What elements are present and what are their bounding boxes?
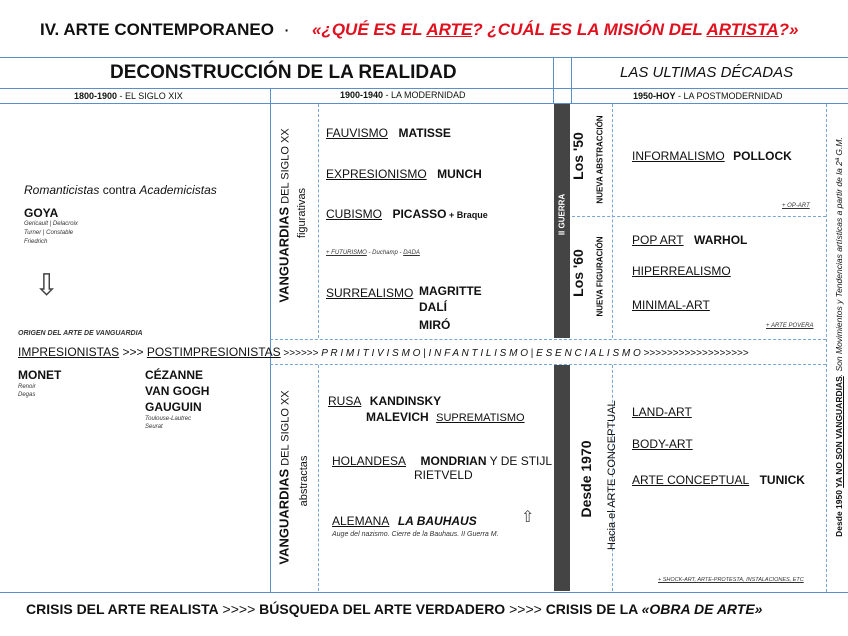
mid-row-bottom xyxy=(270,364,826,365)
bar-1: | xyxy=(420,348,429,359)
monet: MONET xyxy=(18,368,62,382)
q-open: «¿QUÉ ES EL xyxy=(312,20,427,39)
goya-note-3: Friedrich xyxy=(24,239,48,245)
vanguardias-fig-del: DEL SIGLO XX xyxy=(279,128,292,207)
vanguardias-abs-del: DEL SIGLO XX xyxy=(279,390,292,469)
munch: MUNCH xyxy=(437,167,482,181)
malevich: MALEVICH xyxy=(366,410,429,424)
matisse: MATISSE xyxy=(398,126,451,140)
dada: DADA xyxy=(403,250,420,256)
vanguardias-abs-kind: abstractas xyxy=(298,455,310,507)
fauvismo: FAUVISMO xyxy=(326,126,389,140)
bauhaus-note: Auge del nazismo. Cierre de la Bauhaus. II Guerra M. xyxy=(332,531,499,538)
footer-a: CRISIS DEL ARTE REALISTA xyxy=(26,601,219,617)
artepovera: + ARTE POVERA xyxy=(766,323,814,329)
monet-note-1: Renoir xyxy=(18,384,36,390)
contra: contra xyxy=(99,183,140,197)
destijl: Y DE STIJL xyxy=(486,454,553,468)
footer xyxy=(26,601,762,617)
esencialismo: E S E N C I A L I S M O xyxy=(536,348,641,359)
goya-note-2: Turner | Constable xyxy=(24,230,74,236)
vanguardias-fig-label xyxy=(277,118,292,314)
cubismo-row xyxy=(326,205,488,223)
miro: MIRÓ xyxy=(419,318,451,332)
hacia-label: Hacia el ARTE CONCEPTUAL xyxy=(606,400,618,550)
rusa: RUSA xyxy=(328,394,362,408)
guerra-label: II GUERRA xyxy=(557,193,567,236)
landart: LAND-ART xyxy=(632,405,692,419)
romanticistas-line xyxy=(24,183,217,197)
futurismo-row xyxy=(326,250,420,256)
period-1-years: 1800-1900 xyxy=(74,91,118,101)
q-mid: ? ¿CUÁL ES LA MISIÓN DEL xyxy=(472,20,707,39)
period-1-label: - EL SIGLO XIX xyxy=(117,91,183,101)
side-note xyxy=(834,107,844,567)
mondrian: MONDRIAN xyxy=(420,454,487,468)
bodyart: BODY-ART xyxy=(632,437,693,451)
sep-2: >>>>>> xyxy=(280,348,322,359)
magritte: MAGRITTE xyxy=(419,284,482,298)
gauguin-note-2: Seurat xyxy=(145,424,163,430)
vangogh: VAN GOGH xyxy=(145,384,210,398)
divider-vang-fig xyxy=(318,104,319,338)
los60-sub: NUEVA FIGURACIÓN xyxy=(595,236,605,317)
kandinsky: KANDINSKY xyxy=(369,394,442,408)
academicistas: Academicistas xyxy=(139,183,217,197)
divider-col1 xyxy=(270,88,271,592)
side-note-ya-no: YA NO SON VANGUARDIAS xyxy=(834,376,844,488)
frame-period-bottom xyxy=(0,103,848,104)
divider-post xyxy=(612,104,613,338)
down-arrow-icon: ⇩ xyxy=(34,269,60,302)
expresionismo-row xyxy=(326,165,482,183)
picasso: PICASSO xyxy=(392,207,447,221)
footer-b: BÚSQUEDA DEL ARTE VERDADERO xyxy=(259,601,506,617)
infantilismo: I N F A N T I L I S M O xyxy=(428,348,528,359)
futurismo: + FUTURISMO xyxy=(326,250,367,256)
vanguardias-fig-v: VANGUARDIAS xyxy=(276,206,292,303)
cezanne: CÉZANNE xyxy=(145,368,204,382)
primitivismo: P R I M I T I V I S M O xyxy=(321,348,421,359)
footer-d: «OBRA DE ARTE» xyxy=(641,601,763,617)
page-header xyxy=(40,20,295,40)
opart: + OP-ART xyxy=(782,203,810,209)
goya: GOYA xyxy=(24,206,59,220)
hiperrealismo: HIPERREALISMO xyxy=(632,264,731,278)
los60-label: Los '60 xyxy=(570,249,586,297)
bar-2: | xyxy=(527,348,537,359)
surrealismo-row xyxy=(326,284,413,302)
informalismo: INFORMALISMO xyxy=(632,149,725,163)
popart-row xyxy=(632,231,747,249)
divider-vang-abs xyxy=(318,365,319,591)
conceptual: ARTE CONCEPTUAL xyxy=(632,473,750,487)
period-3-years: 1950-HOY xyxy=(633,91,676,101)
side-note-desde: Desde 1950 xyxy=(834,487,844,537)
cubismo: CUBISMO xyxy=(326,207,383,221)
monet-note-2: Degas xyxy=(18,392,36,398)
postimpresionistas: POSTIMPRESIONISTAS xyxy=(146,345,281,359)
fauvismo-row xyxy=(326,124,451,142)
period-2 xyxy=(340,90,466,100)
sep-1: >>> xyxy=(119,345,147,359)
pollock: POLLOCK xyxy=(733,149,792,163)
period-2-label: - LA MODERNIDAD xyxy=(383,90,466,100)
vanguardias-abs-label xyxy=(277,376,292,580)
dali: DALÍ xyxy=(419,300,447,314)
expresionismo: EXPRESIONISMO xyxy=(326,167,427,181)
banner-left: DECONSTRUCCIÓN DE LA REALIDAD xyxy=(110,62,457,83)
guerra-bar-bottom xyxy=(554,365,570,591)
warhol: WARHOL xyxy=(694,233,748,247)
footer-sep-2: >>>> xyxy=(505,601,546,617)
goya-note-1: Gericault | Delacroix xyxy=(24,221,78,227)
suprematismo: SUPREMATISMO xyxy=(436,412,525,424)
divider-banner2 xyxy=(571,57,572,103)
side-note-rest: . Son Movimientos y Tendencias artísticas a partir de la 2ª G.M. xyxy=(834,137,844,377)
impresionistas: IMPRESIONISTAS xyxy=(18,345,120,359)
braque: + Braque xyxy=(446,210,488,220)
los50-label: Los '50 xyxy=(570,132,586,180)
romanticistas: Romanticistas xyxy=(24,183,100,197)
period-3-label: - LA POSTMODERNIDAD xyxy=(675,91,783,101)
alemana-row xyxy=(332,512,477,530)
middle-row xyxy=(18,345,749,359)
desde1970-label: Desde 1970 xyxy=(578,440,594,518)
origen-label: ORIGEN DEL ARTE DE VANGUARDIA xyxy=(18,330,143,337)
vanguardias-abs-v: VANGUARDIAS xyxy=(276,468,292,565)
informalismo-row xyxy=(632,147,792,165)
divider-right xyxy=(826,104,827,592)
duchamp: - Duchamp - xyxy=(366,250,404,256)
frame-banner-bottom xyxy=(0,88,848,89)
mid-row-top xyxy=(270,339,826,340)
minimal: MINIMAL-ART xyxy=(632,298,710,312)
frame-top xyxy=(0,57,848,58)
header-dot: · xyxy=(284,22,290,38)
conceptual-row xyxy=(632,471,805,489)
q-arte: ARTE xyxy=(426,20,473,39)
tunick: TUNICK xyxy=(759,473,805,487)
period-1 xyxy=(74,91,183,101)
header-left: IV. ARTE CONTEMPORANEO xyxy=(40,20,274,39)
q-close: ?» xyxy=(778,20,799,39)
los50-sub: NUEVA ABSTRACCIÓN xyxy=(595,115,605,204)
alemana: ALEMANA xyxy=(332,514,390,528)
post-row-divider xyxy=(572,216,826,217)
holandesa: HOLANDESA xyxy=(332,454,407,468)
surrealismo: SURREALISMO xyxy=(326,286,414,300)
tail: >>>>>>>>>>>>>>>>>> xyxy=(640,348,749,359)
banner-right: LAS ULTIMAS DÉCADAS xyxy=(620,64,794,81)
bauhaus: LA BAUHAUS xyxy=(397,514,477,528)
gauguin: GAUGUIN xyxy=(145,400,202,414)
rietveld: RIETVELD xyxy=(414,468,473,482)
frame-bottom xyxy=(0,592,848,593)
header-question xyxy=(312,20,798,40)
footer-sep-1: >>>> xyxy=(218,601,260,617)
vanguardias-fig-kind: figurativas xyxy=(296,187,308,239)
gauguin-note-1: Toulouse-Lautrec xyxy=(145,416,192,422)
popart: POP ART xyxy=(632,233,684,247)
up-arrow-icon: ⇧ xyxy=(521,509,535,526)
period-2-years: 1900-1940 xyxy=(340,90,384,100)
divider-banner xyxy=(553,57,554,103)
period-3 xyxy=(633,91,783,101)
footer-c: CRISIS DE LA xyxy=(545,601,642,617)
malevich-row xyxy=(366,408,525,426)
post-footnote: + SHOCK-ART, ARTE-PROTESTA, INSTALACIONES, ETC xyxy=(658,577,804,583)
q-artista: ARTISTA xyxy=(706,20,779,39)
